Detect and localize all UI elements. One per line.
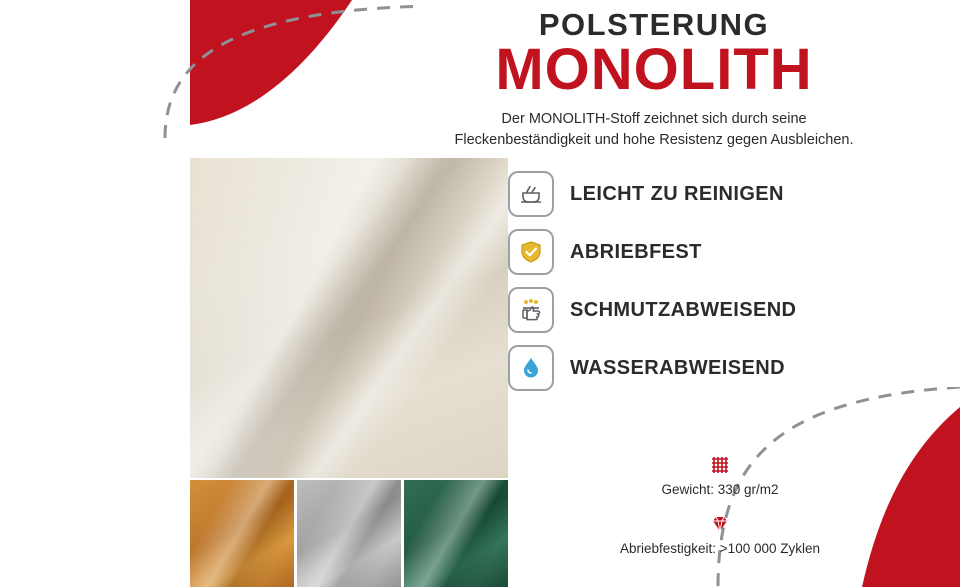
feature-label: WASSERABWEISEND xyxy=(570,356,785,379)
spec-list xyxy=(520,452,920,570)
fabric-main-photo xyxy=(190,158,508,478)
poster-header xyxy=(360,8,948,151)
subtitle-line-1: Der MONOLITH-Stoff zeichnet sich durch seine xyxy=(501,110,807,127)
decorative-corner-top-left xyxy=(0,0,420,140)
water-drop-icon xyxy=(508,345,554,391)
page-title: MONOLITH xyxy=(495,37,813,103)
color-swatch-strip xyxy=(190,480,508,587)
feature-label: ABRIEBFEST xyxy=(570,240,702,263)
swatch-grey[interactable] xyxy=(297,480,401,587)
feature-item-dirt-repellent xyxy=(508,284,928,336)
spec-text: Abriebfestigkeit: >100 000 Zyklen xyxy=(620,541,820,556)
swatch-green[interactable] xyxy=(404,480,508,587)
spec-item-weight xyxy=(520,452,920,497)
subtitle xyxy=(360,109,948,151)
shield-check-icon xyxy=(508,229,554,275)
spec-text: Gewicht: 330 gr/m2 xyxy=(661,482,779,497)
subtitle-line-2: Fleckenbeständigkeit und hohe Resistenz gegen Ausbleichen. xyxy=(454,132,854,148)
feature-label: LEICHT ZU REINIGEN xyxy=(570,182,784,205)
feature-item-abrasion-resistant xyxy=(508,226,928,278)
feature-list xyxy=(508,168,928,400)
feature-label: SCHMUTZABWEISEND xyxy=(570,298,797,321)
swatch-orange[interactable] xyxy=(190,480,294,587)
weave-icon xyxy=(520,452,920,478)
feature-item-water-repellent xyxy=(508,342,928,394)
feature-item-easy-clean xyxy=(508,168,928,220)
title-top: POLSTERUNG xyxy=(538,7,770,42)
washing-hand-icon xyxy=(508,171,554,217)
dirt-repellent-icon xyxy=(508,287,554,333)
diamond-icon xyxy=(520,511,920,537)
spec-item-abrasion xyxy=(520,511,920,556)
